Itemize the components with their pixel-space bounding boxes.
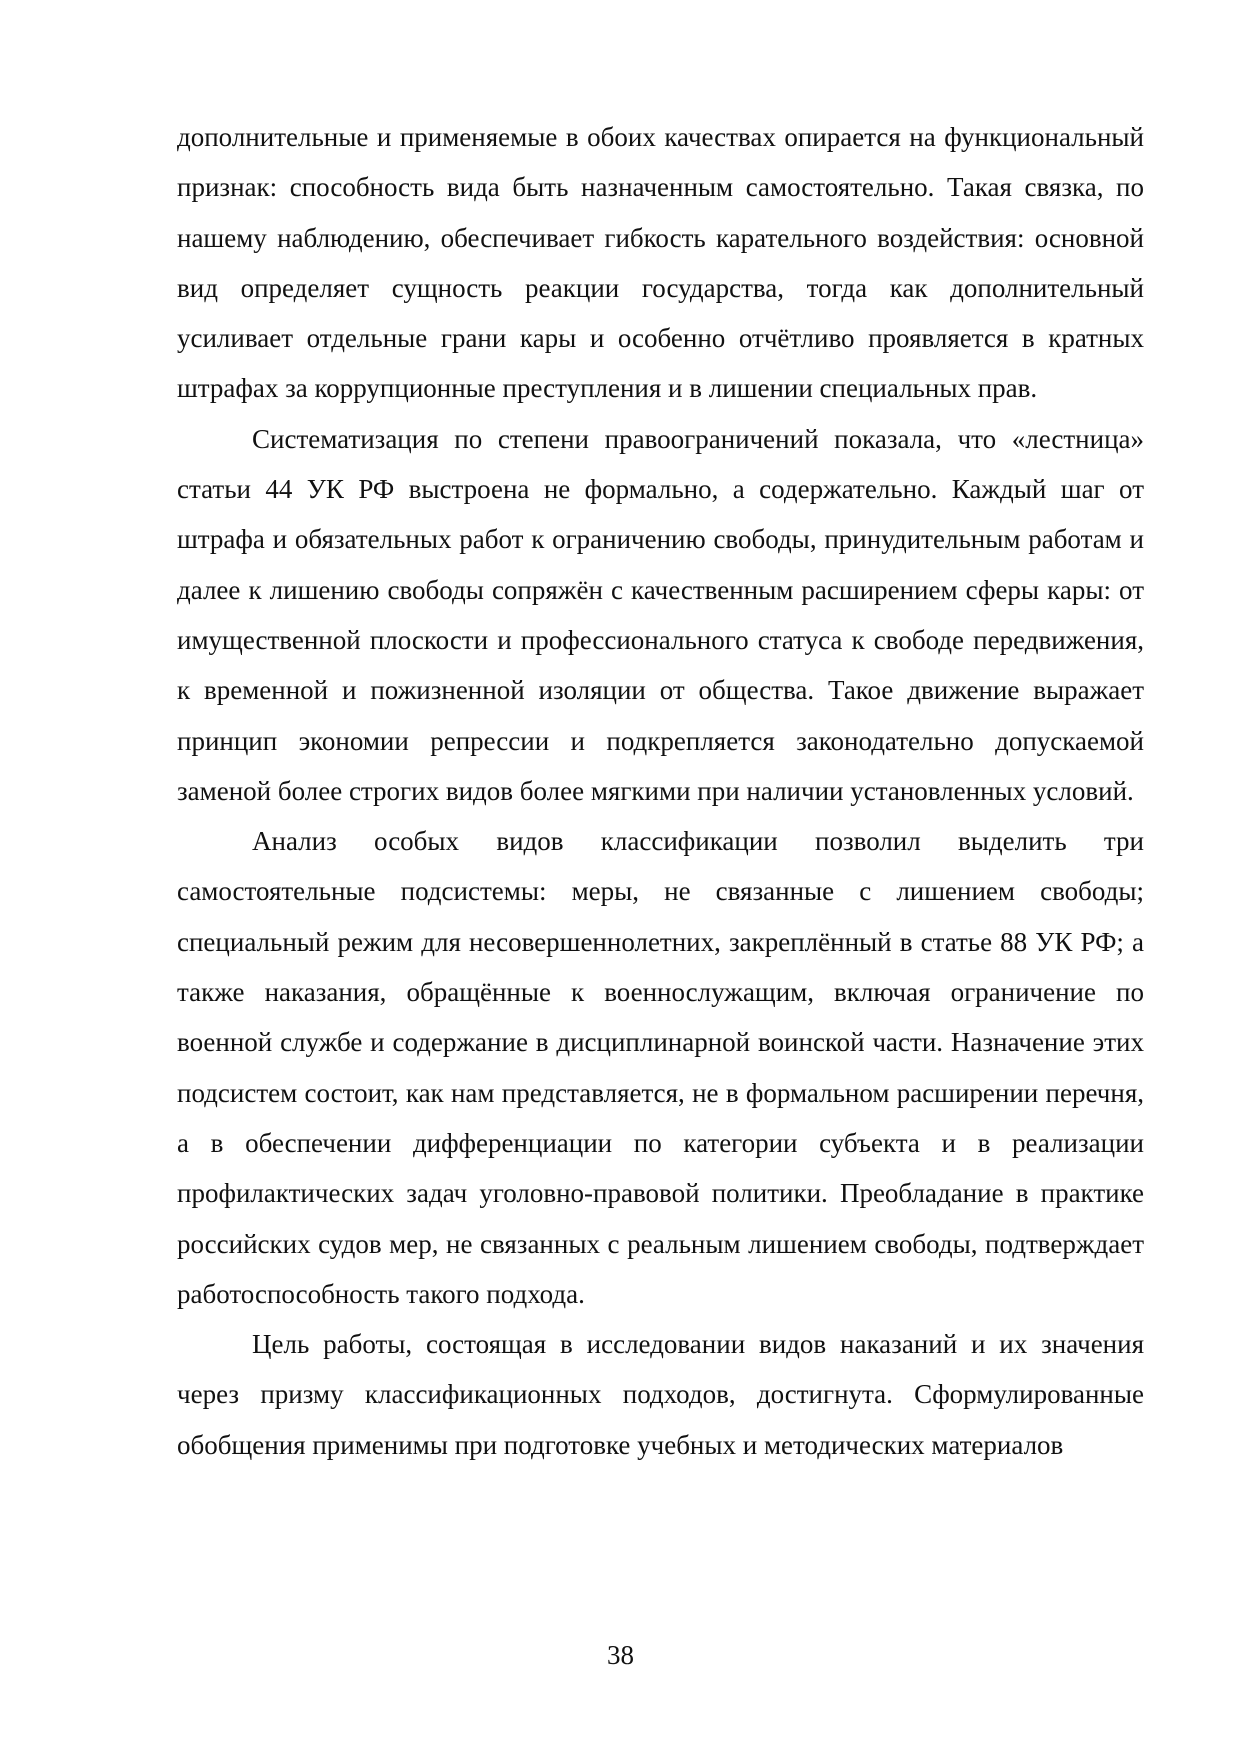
paragraph-1: дополнительные и применяемые в обоих качествах опирается на функциональный признак: способность вида быть назначенным самостоятельно. Такая связка, по нашему наблюдению, обеспечивает гибкость карательного воздействия: основной вид определяет сущность реакции государства, тогда как дополнительный усиливает отдельные грани кары и особенно отчётливо проявляется в кратных штрафах за коррупционные преступления и в лишении специальных прав. [177, 122, 1144, 404]
body-text [177, 112, 1144, 1470]
paragraph-4: Цель работы, состоящая в исследовании видов наказаний и их значения через призму классификационных подходов, достигнута. Сформулированные обобщения применимы при подготовке учебных и методических материалов [177, 1329, 1144, 1460]
page-number: 38 [607, 1640, 634, 1670]
paragraph-3: Анализ особых видов классификации позволил выделить три самостоятельные подсистемы: меры, не связанные с лишением свободы; специальный режим для несовершеннолетних, закреплённый в статье 88 УК РФ; а также наказания, обращённые к военнослужащим, включая ограничение по военной службе и содержание в дисциплинарной воинской части. Назначение этих подсистем состоит, как нам представляется, не в формальном расширении перечня, а в обеспечении дифференциации по категории субъекта и в реализации профилактических задач уголовно-правовой политики. Преобладание в практике российских судов мер, не связанных с реальным лишением свободы, подтверждает работоспособность такого подхода. [177, 826, 1144, 1309]
paragraph-2: Систематизация по степени правоограничений показала, что «лестница» статьи 44 УК РФ выстроена не формально, а содержательно. Каждый шаг от штрафа и обязательных работ к ограничению свободы, принудительным работам и далее к лишению свободы сопряжён с качественным расширением сферы кары: от имущественной плоскости и профессионального статуса к свободе передвижения, к временной и пожизненной изоляции от общества. Такое движение выражает принцип экономии репрессии и подкрепляется законодательно допускаемой заменой более строгих видов более мягкими при наличии установленных условий. [177, 423, 1144, 806]
